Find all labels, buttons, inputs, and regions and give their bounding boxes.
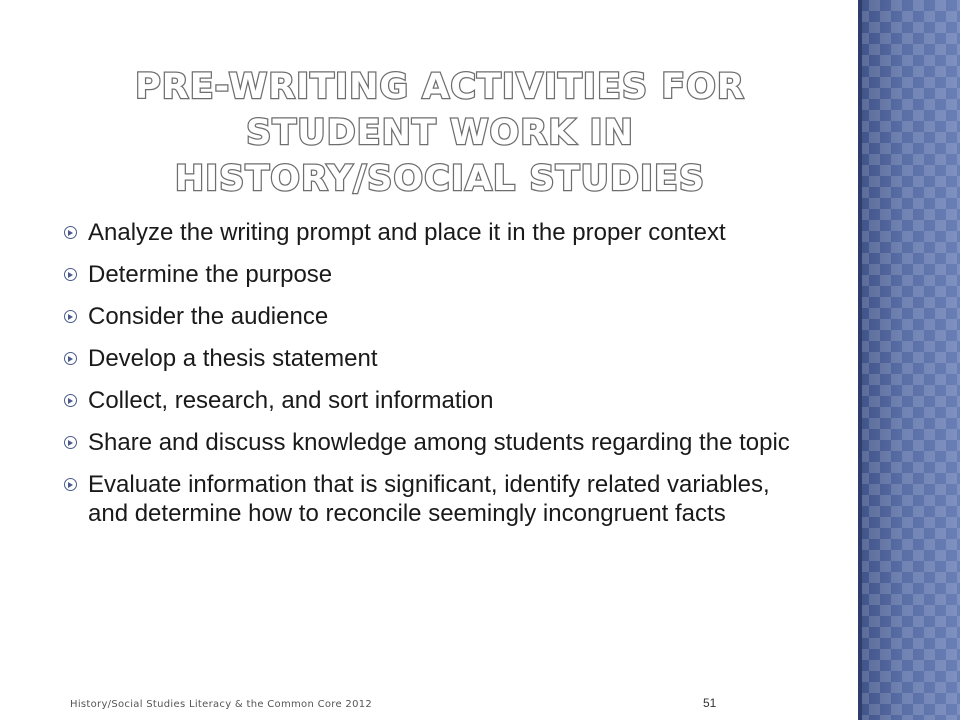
bullet-text: Determine the purpose	[88, 261, 333, 288]
bullet-text: Share and discuss knowledge among students regarding the topic	[88, 429, 790, 456]
page-number: 51	[703, 696, 717, 710]
bullet-text: Collect, research, and sort information	[88, 387, 494, 414]
circled-arrow-bullet-icon	[64, 436, 77, 449]
bullet-text: Consider the audience	[88, 303, 329, 330]
circled-arrow-bullet-icon	[64, 352, 77, 365]
circled-arrow-bullet-icon	[64, 394, 77, 407]
circled-arrow-bullet-icon	[64, 268, 77, 281]
decorative-side-panel	[858, 0, 960, 720]
bullet-item	[60, 386, 800, 415]
bullet-text: Analyze the writing prompt and place it in the proper context	[88, 219, 726, 246]
bullet-item	[60, 260, 800, 289]
bullet-item	[60, 218, 800, 247]
bullet-list	[60, 218, 800, 541]
bullet-text: Evaluate information that is significant, identify related variables, and determine how to reconcile seemingly incongruent facts	[88, 471, 770, 527]
circled-arrow-bullet-icon	[64, 310, 77, 323]
bullet-item	[60, 470, 800, 528]
slide-title: PRE-WRITING ACTIVITIES FOR STUDENT WORK IN HISTORY/SOCIAL STUDIES	[135, 67, 745, 199]
bullet-text: Develop a thesis statement	[88, 345, 378, 372]
circled-arrow-bullet-icon	[64, 478, 77, 491]
bullet-item	[60, 302, 800, 331]
bullet-item	[60, 428, 800, 457]
footer-text: History/Social Studies Literacy & the Common Core 2012	[70, 699, 373, 710]
circled-arrow-bullet-icon	[64, 226, 77, 239]
bullet-item	[60, 344, 800, 373]
